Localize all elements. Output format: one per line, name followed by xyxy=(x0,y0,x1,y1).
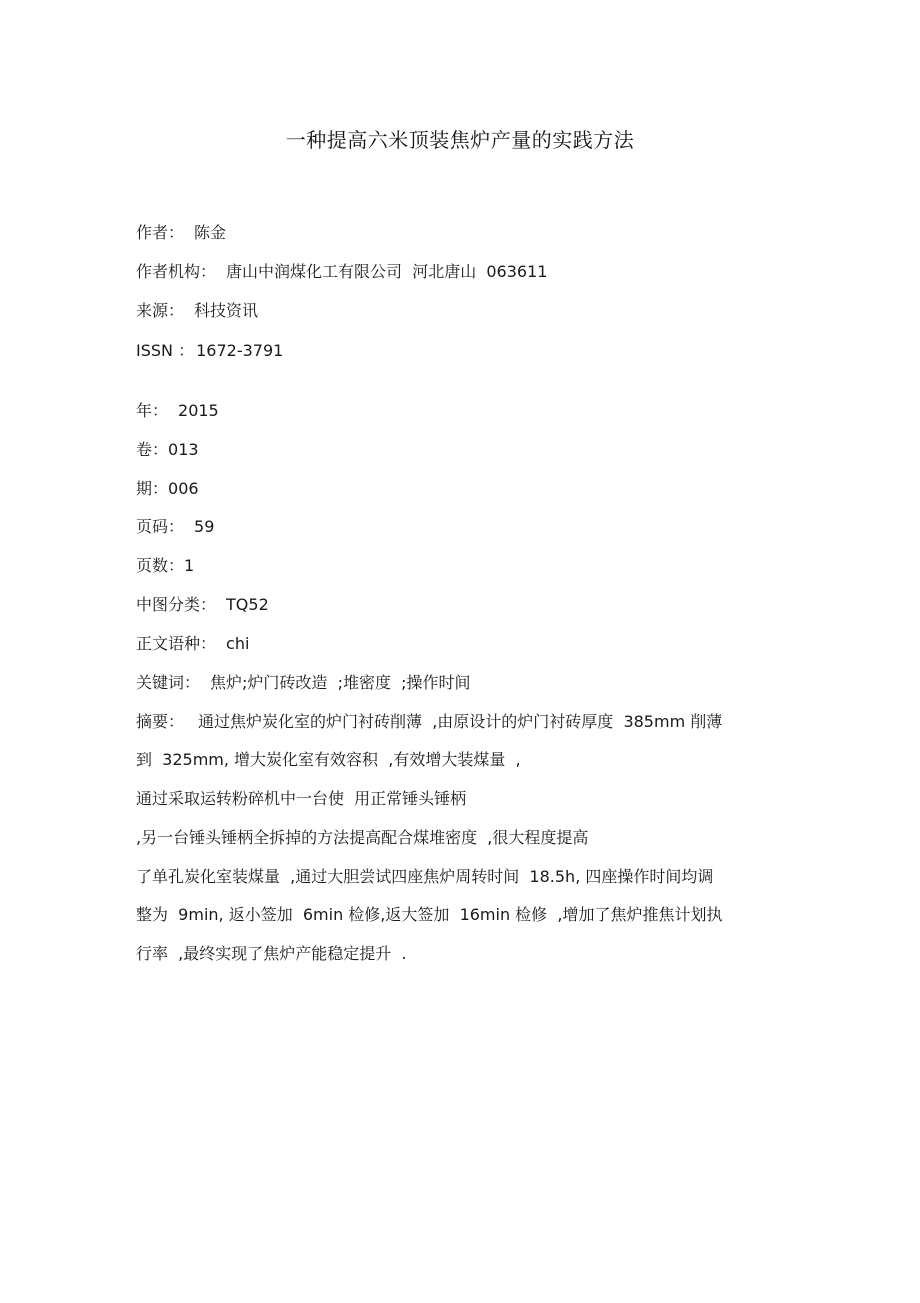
keywords-label: 关键词： xyxy=(136,673,201,692)
issue-row xyxy=(136,478,199,500)
abstract-text: 通过焦炉炭化室的炉门衬砖削薄 ,由原设计的炉门衬砖厚度 385mm 削薄 xyxy=(198,712,723,731)
author-value: 陈金 xyxy=(194,223,227,242)
abstract-label: 摘要： xyxy=(136,712,185,731)
document-title: 一种提高六米顶装焦炉产量的实践方法 xyxy=(285,128,635,152)
page-row xyxy=(136,516,214,538)
source-label: 来源： xyxy=(136,301,185,320)
volume-label: 卷： xyxy=(136,440,169,459)
abstract-line-3: 通过采取运转粉碎机中一台使 用正常锤头锤柄 xyxy=(136,789,467,808)
language-label: 正文语种： xyxy=(136,634,217,653)
affiliation-label: 作者机构： xyxy=(136,262,217,281)
abstract-line-6: 整为 9min, 返小签加 6min 检修,返大签加 16min 检修 ,增加了焦炉推焦计划执 xyxy=(136,905,723,924)
language-row xyxy=(136,633,249,655)
author-row xyxy=(136,222,226,244)
affiliation-row xyxy=(136,261,547,283)
language-value: chi xyxy=(226,634,250,653)
page-value: 59 xyxy=(194,517,215,536)
abstract-line-2: 到 325mm, 增大炭化室有效容积 ,有效增大装煤量 , xyxy=(136,750,521,769)
volume-row xyxy=(136,439,199,461)
clc-row xyxy=(136,594,269,616)
keywords-value: 焦炉;炉门砖改造 ;堆密度 ;操作时间 xyxy=(210,673,471,692)
source-value: 科技资讯 xyxy=(194,301,259,320)
issn-label: ISSN ： xyxy=(136,341,195,360)
issn-row xyxy=(136,340,283,362)
page-count-row xyxy=(136,555,194,577)
source-row xyxy=(136,300,258,322)
page-count-label: 页数： xyxy=(136,556,185,575)
issue-value: 006 xyxy=(168,479,199,498)
issue-label: 期： xyxy=(136,479,169,498)
abstract-line-5: 了单孔炭化室装煤量 ,通过大胆尝试四座焦炉周转时间 18.5h, 四座操作时间均调 xyxy=(136,867,714,886)
author-label: 作者： xyxy=(136,223,185,242)
page-label: 页码： xyxy=(136,517,185,536)
clc-label: 中图分类： xyxy=(136,595,217,614)
year-row xyxy=(136,400,219,422)
issn-value: 1672-3791 xyxy=(196,341,284,360)
clc-value: TQ52 xyxy=(226,595,269,614)
page-count-value: 1 xyxy=(184,556,195,575)
abstract-line-1 xyxy=(136,711,722,733)
volume-value: 013 xyxy=(168,440,199,459)
abstract-line-7: 行率 ,最终实现了焦炉产能稳定提升 . xyxy=(136,944,407,963)
affiliation-value: 唐山中润煤化工有限公司 河北唐山 063611 xyxy=(226,262,548,281)
abstract-line-4: ,另一台锤头锤柄全拆掉的方法提高配合煤堆密度 ,很大程度提高 xyxy=(136,828,589,847)
year-value: 2015 xyxy=(178,401,219,420)
year-label: 年： xyxy=(136,401,169,420)
keywords-row xyxy=(136,672,471,694)
